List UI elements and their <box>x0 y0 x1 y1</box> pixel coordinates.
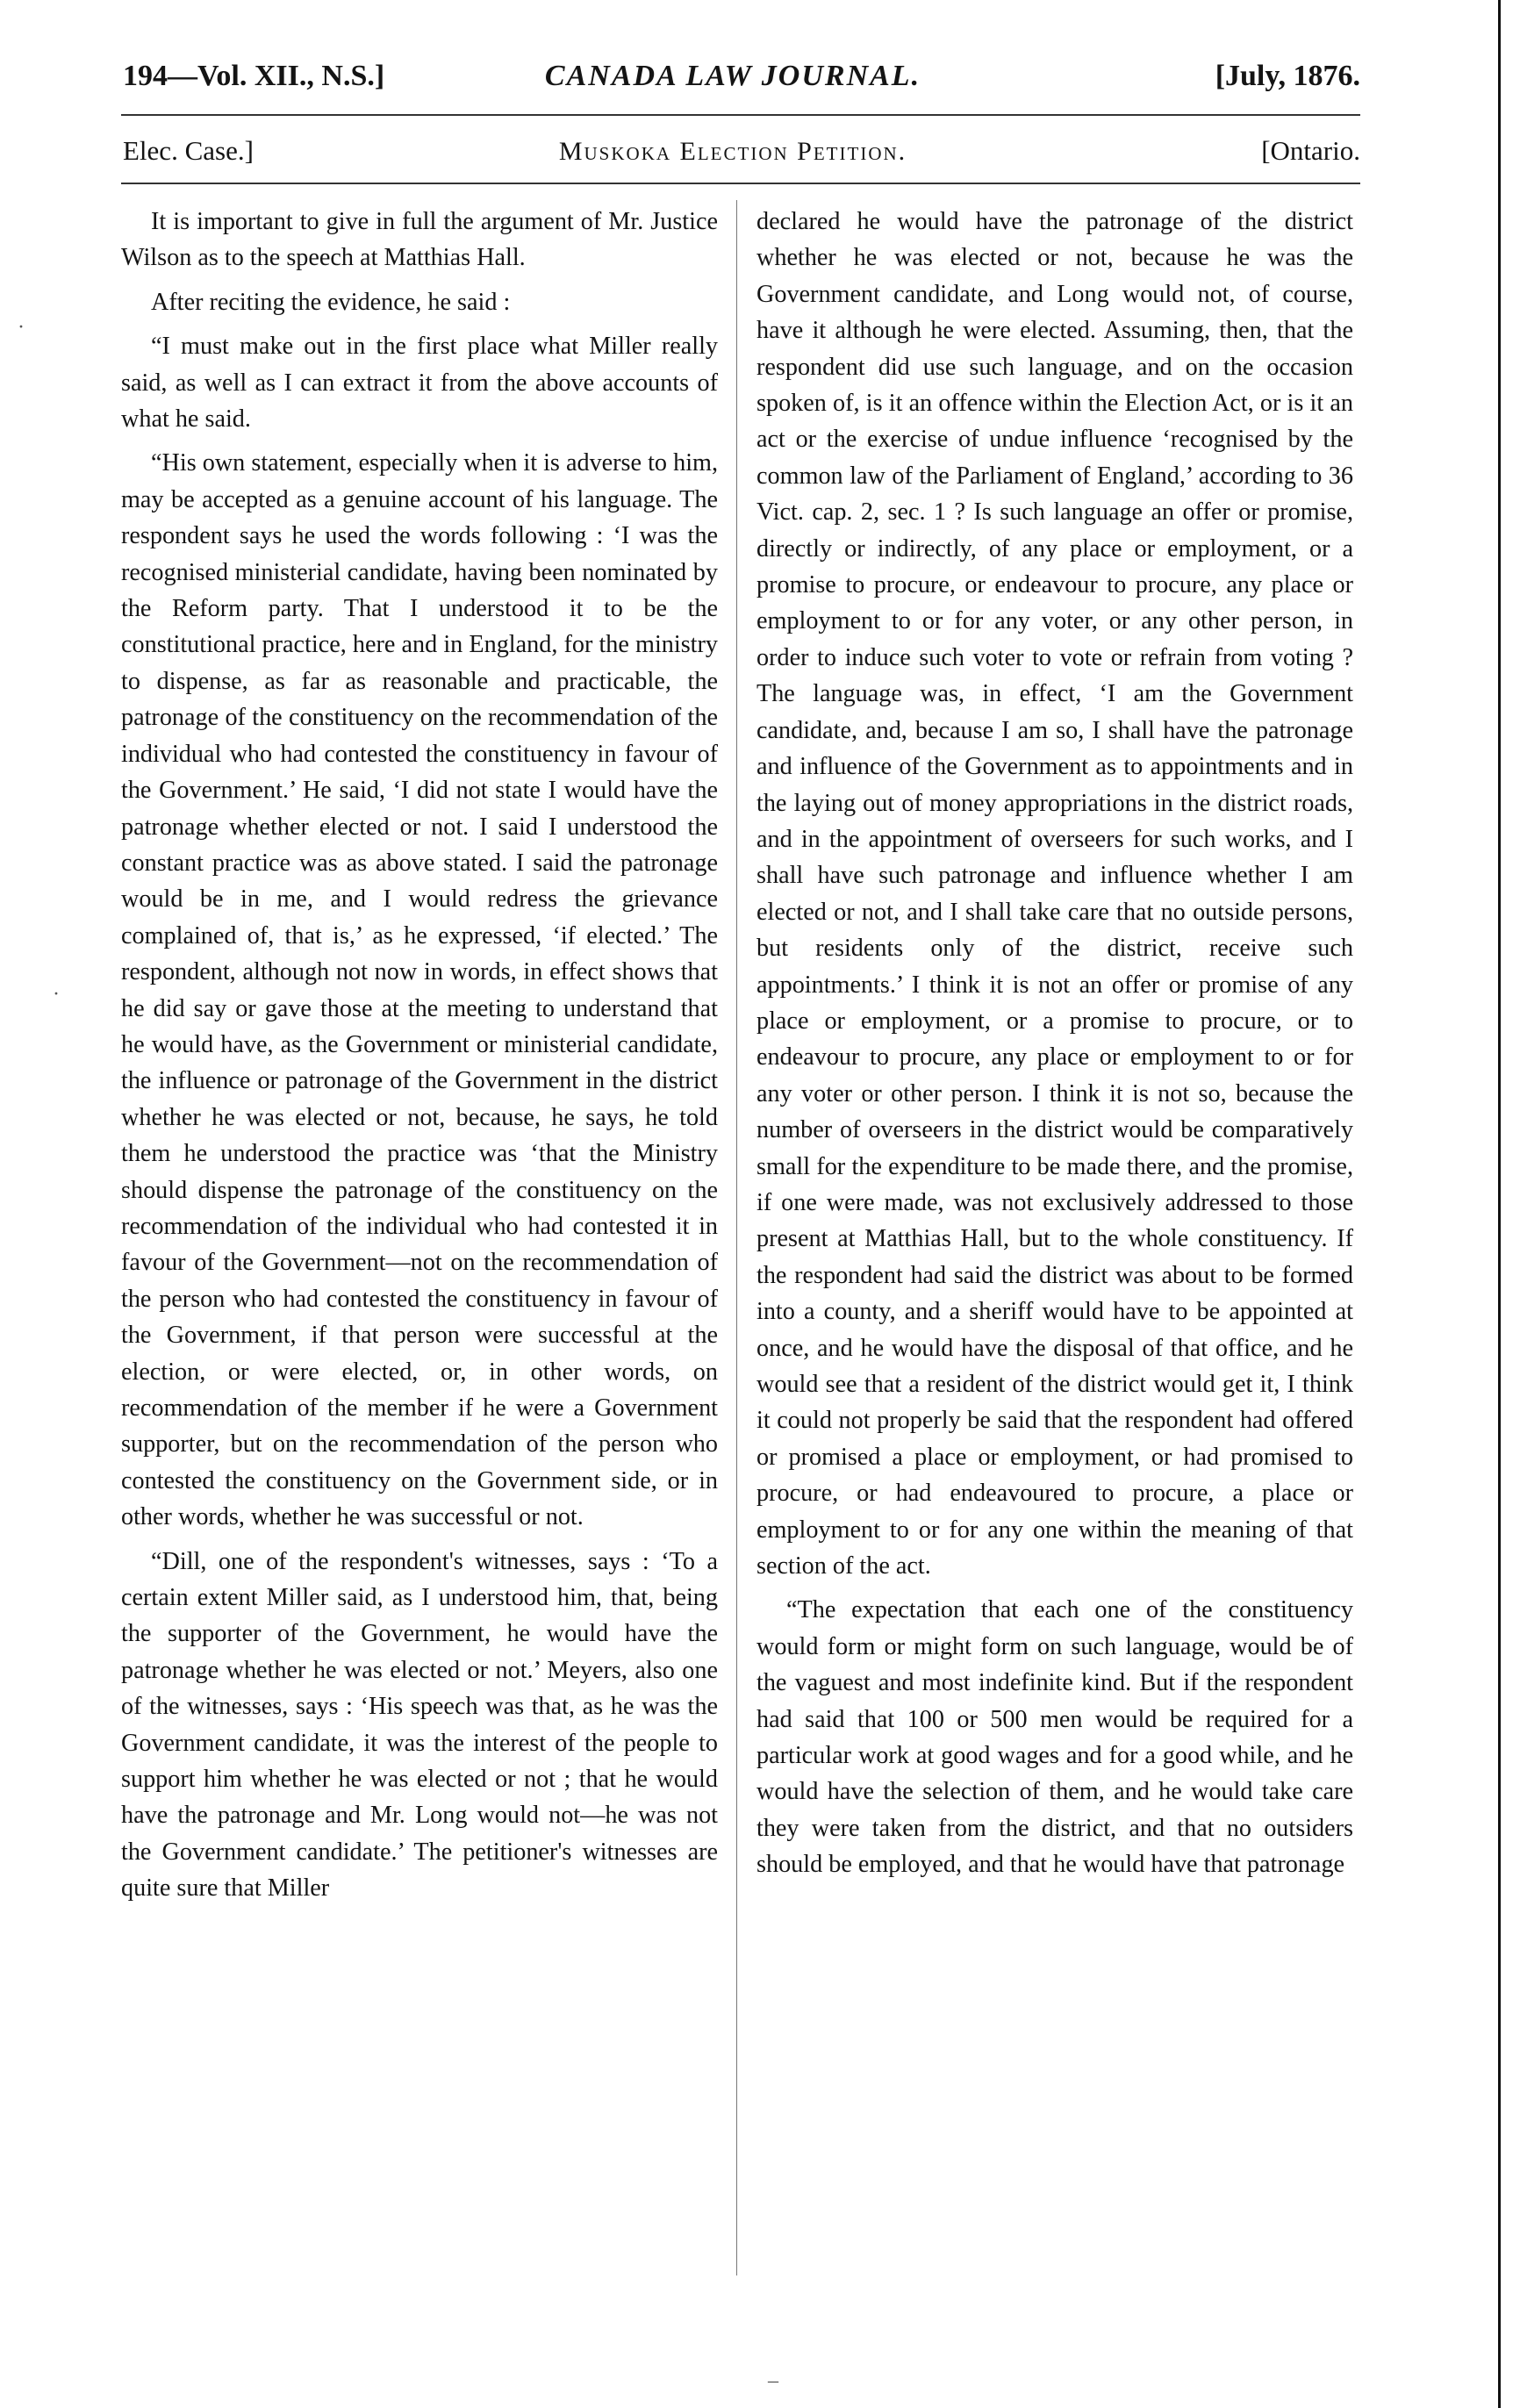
subheader-rule <box>121 183 1360 184</box>
volume-page-number: 194—Vol. XII., N.S.] <box>123 60 385 92</box>
running-header <box>105 54 1360 104</box>
page-edge <box>1498 0 1501 2408</box>
journal-title: CANADA LAW JOURNAL. <box>544 60 921 92</box>
margin-mark: · <box>18 316 25 339</box>
jurisdiction: [Ontario. <box>1261 135 1360 166</box>
column-divider <box>736 200 737 2275</box>
paragraph: “I must make out in the first place what Miller really said, as well as I can extract it from the above accounts of what he said. <box>121 333 718 434</box>
case-header <box>105 130 1360 174</box>
paragraph: It is important to give in full the argument of Mr. Justice Wilson as to the speech at Matthias Hall. <box>121 208 718 272</box>
margin-mark: – <box>768 2369 778 2392</box>
paragraph: “His own statement, especially when it is adverse to him, may be accepted as a genuine account of his language. The respondent says he used the words following : ‘I was the recognised ministerial candidate, having been nominated by the Reform party. That I understood it to be the constitutional practice, here and in England, for the ministry to dispense, as far as reasonable and practicable, the patronage of the constituency on the recommendation of the individual who had contested the constituency in favour of the Government.’ He said, ‘I did not state I would have the patronage whether elected or not. I said I understood the constant practice was as above stated. I said the patronage would be in me, and I would redress the grievance complained of, that is,’ as he expressed, ‘if elected.’ The respondent, although not now in words, in effect shows that he did say or gave those at the meeting to understand that he would have, as the Government or ministerial candidate, the influence or patronage of the Government in the district whether he was elected or not, because, he says, he told them he understood the practice was ‘that the Ministry should dispense the patronage of the constituency on the recommendation of the individual who had contested it in favour of the Government—not on the recommendation of the person who had contested the constituency in favour of the Government, if that person were successful at the election, or were elected, or, in other words, on recommendation of the member if he were a Government supporter, but on the recommendation of the person who contested the constituency on the Government side, or in other words, whether he was successful or not. <box>121 449 718 1531</box>
paragraph: declared he would have the patronage of the district whether he was elected or not, because he was the Government candidate, and Long would not, of course, have it although he were elected. Assuming, then, that the respondent did use such language, and on the occasion spoken of, is it an offence within the Election Act, or is it an act or the exercise of undue influence ‘recognised by the common law of the Parliament of England,’ according to 36 Vict. cap. 2, sec. 1 ? Is such language an offer or promise, directly or indirectly, of any place or employment, or a promise to procure, or endeavour to procure, any place or employment to or for any voter, or any other person, in order to induce such voter to vote or refrain from voting ? The language was, in effect, ‘I am the Government candidate, and, because I am so, I shall have the patronage and influence of the Government as to appointments and in the laying out of money appropriations in the district roads, and in the appointment of overseers for such works, and I shall have such patronage and influence whether I am elected or not, and I shall take care that no outside persons, but residents only of the district, receive such appointments.’ I think it is not an offer or promise of any place or employment, or a promise to procure, or to endeavour to procure, any place or employment to or for any voter or other person. I think it is not so, because the number of overseers in the district would be comparatively small for the expenditure to be made there, and the promise, if one were made, was not exclusively addressed to those present at Matthias Hall, but to the whole constituency. If the respondent had said the district was about to be formed into a county, and a sheriff would have to be appointed at once, and he would have the disposal of that office, and he would see that a resident of the district would get it, I think it could not properly be said that the respondent had offered or promised a place or employment, or had promised to procure, or had endeavoured to procure, a place or employment to or for any one within the meaning of that section of the act. <box>756 208 1353 1580</box>
left-column <box>121 204 718 1915</box>
paragraph: “Dill, one of the respondent's witnesses, says : ‘To a certain extent Miller said, as I understood him, that, being the supporter of the Government, he would have the patronage whether he was elected or not.’ Meyers, also one of the witnesses, says : ‘His speech was that, as he was the Government candidate, it was the interest of the people to support him whether he was elected or not ; that he would have the patronage and Mr. Long would not—he was not the Government candidate.’ The petitioner's witnesses are quite sure that Miller <box>121 1547 718 1903</box>
header-rule <box>121 114 1360 116</box>
paragraph: After reciting the evidence, he said : <box>151 288 511 316</box>
paragraph: “The expectation that each one of the constituency would form or might form on such language, would be of the vaguest and most indefinite kind. But if the respondent had said that 100 or 500 men would be required for a particular work at good wages and for a good while, and he would have the selection of them, and he would take care they were taken from the district, and that no outsiders should be employed, and that he would have that patronage <box>756 1596 1353 1879</box>
margin-mark: · <box>53 983 60 1006</box>
right-column <box>756 204 1353 1891</box>
issue-date: [July, 1876. <box>1215 60 1360 92</box>
case-type: Elec. Case.] <box>123 135 254 166</box>
case-title: Muskoka Election Petition. <box>558 137 907 166</box>
